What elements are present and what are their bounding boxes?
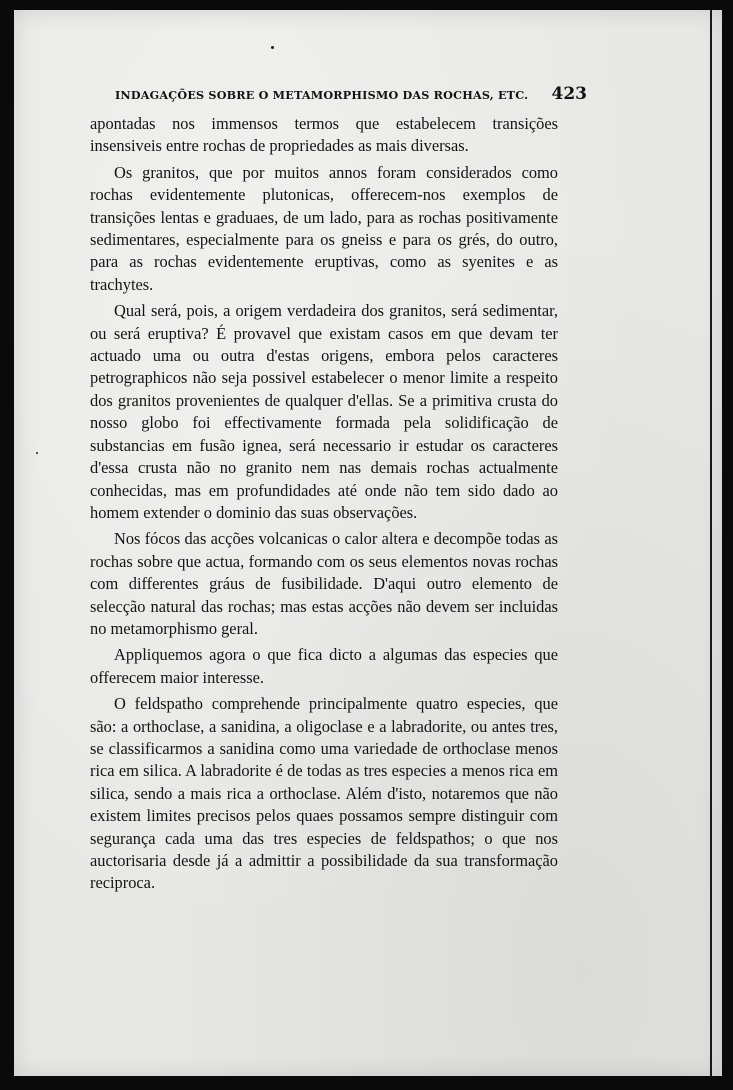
paragraph-continuation: apontadas nos immensos termos que estabelecem transições insensiveis entre rochas de propriedades as mais diversas. <box>90 114 558 156</box>
scan-speck <box>271 46 274 49</box>
page-number: 423 <box>551 84 587 104</box>
running-header <box>115 84 587 104</box>
paragraph-granitos: Os granitos, que por muitos annos foram considerados como rochas evidentemente plutonicas, offerecem-nos exemplos de transições lentas e graduaes, de um lado, para as rochas positivamente sedimentares, especialmente para os gneiss e para os grés, do outro, para as rochas evidentemente eruptivas, como as syenites e as trachytes. <box>90 162 558 294</box>
paragraph-volcanicas: Nos fócos das acções volcanicas o calor altera e decompõe todas as rochas sobre que actua, formando com os seus elementos novas rochas com differentes gráus de fusibilidade. D'aqui outro elemento de selecção natural das rochas; mas estas acções não devem ser incluidas no metamorphismo geral. <box>90 529 558 638</box>
page-edge-shadow <box>710 10 712 1076</box>
body-text <box>90 113 558 899</box>
paragraph-origem: Qual será, pois, a origem verdadeira dos granitos, será sedimentar, ou será eruptiva? É provavel que existam casos em que devam ter actuado uma ou outra d'estas origens, embora pelos caracteres petrographicos não seja possivel estabelecer o menor limite a respeito dos granitos provenientes de qualquer d'ellas. Se a primitiva crusta do nosso globo foi effectivamente formada pela solidificação de substancias em fusão ignea, será necessario ir estudar os caracteres d'essa crusta não no granito nem nas demais rochas actualmente conhecidas, mas em profundidades até onde não tem sido dado ao homem extender o dominio das suas observações. <box>90 301 558 522</box>
paragraph-appliquemos: Appliquemos agora o que fica dicto a algumas das especies que offerecem maior interesse. <box>90 645 558 687</box>
paragraph-feldspatho: O feldspatho comprehende principalmente quatro especies, que são: a orthoclase, a sanidina, a oligoclase e a labradorite, ou antes tres, se classificarmos a sanidina como uma variedade de orthoclase menos rica em silica. A labradorite é de todas as tres especies a menos rica em silica, sendo a mais rica a orthoclase. Além d'isto, notaremos que não existem limites precisos pelos quaes possamos sempre distinguir com segurança cada uma das tres especies de feldspathos; o que nos auctorisaria desde já a admittir a possibilidade da sua transformação reciproca. <box>90 694 558 893</box>
running-head-title: INDAGAÇÕES SOBRE O METAMORPHISMO DAS ROCHAS, ETC. <box>115 88 529 102</box>
scan-speck <box>36 452 38 454</box>
